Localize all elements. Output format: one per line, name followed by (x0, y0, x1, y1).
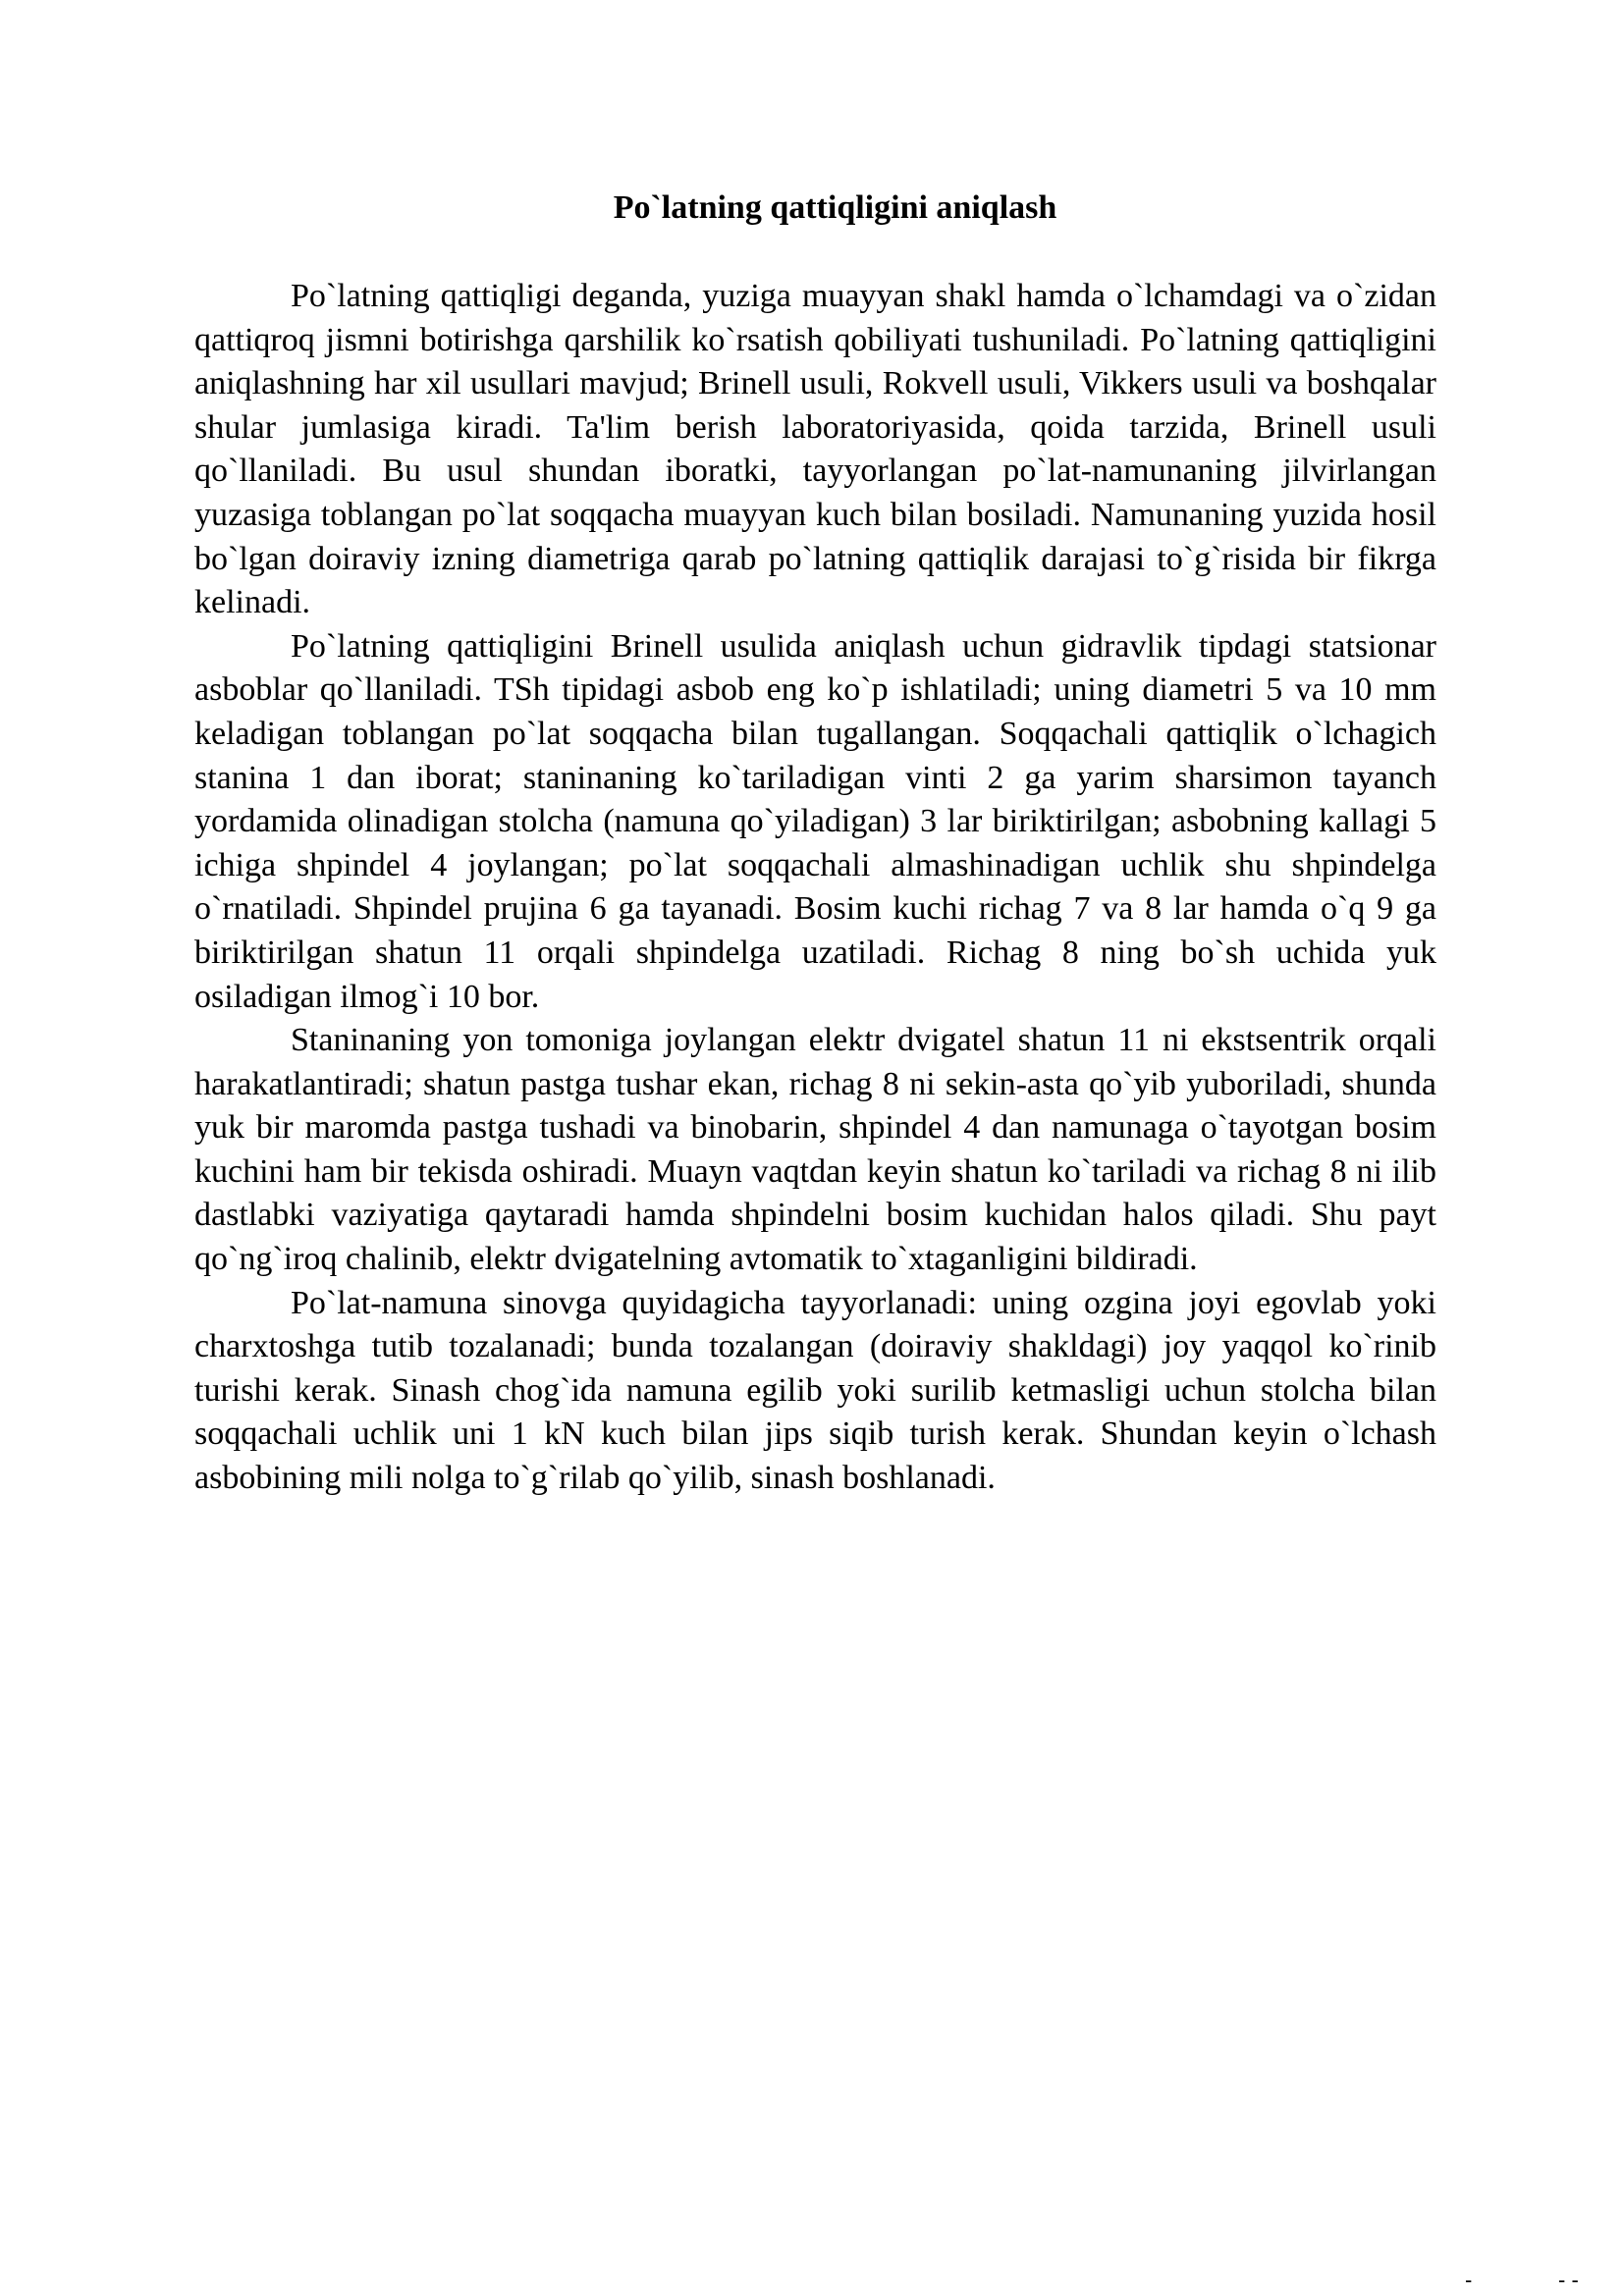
paragraph-2: Po`latning qattiqligini Brinell usulida aniqlash uchun gidravlik tipdagi statsionar asboblar qo`llaniladi. TSh tipidagi asbob eng ko`p ishlatiladi; uning diametri 5 va 10 mm keladigan toblangan po`lat soqqacha bilan tugallangan. Soqqachali qattiqlik o`lchagich stanina 1 dan iborat; staninaning ko`tariladigan vinti 2 ga yarim sharsimon tayanch yordamida olinadigan stolcha (namuna qo`yiladigan) 3 lar biriktirilgan; asbobning kallagi 5 ichiga shpindel 4 joylangan; po`lat soqqachali almashinadigan uchlik shu shpindelga o`rnatiladi. Shpindel prujina 6 ga tayanadi. Bosim kuchi richag 7 va 8 lar hamda o`q 9 ga biriktirilgan shatun 11 orqali shpindelga uzatiladi. Richag 8 ning bo`sh uchida yuk osiladigan ilmog`i 10 bor. (194, 627, 1436, 1015)
paragraph-3: Staninaning yon tomoniga joylangan elektr dvigatel shatun 11 ni ekstsentrik orqali harakatlantiradi; shatun pastga tushar ekan, richag 8 ni sekin-asta qo`yib yuboriladi, shunda yuk bir maromda pastga tushadi va binobarin, shpindel 4 dan namunaga o`tayotgan bosim kuchini ham bir tekisda oshiradi. Muayn vaqtdan keyin shatun ko`tariladi va richag 8 ni ilib dastlabki vaziyatiga qaytaradi hamda shpindelni bosim kuchidan halos qiladi. Shu payt qo`ng`iroq chalinib, elektr dvigatelning avtomatik to`xtaganligini bildiradi. (194, 1022, 1436, 1278)
document-title: Po`latning qattiqligini aniqlash (613, 189, 1057, 226)
paragraph-4: Po`lat-namuna sinovga quyidagicha tayyorlanadi: uning ozgina joyi egovlab yoki charxtoshga tutib tozalanadi; bunda tozalangan (doiraviy shakldagi) joy yaqqol ko`rinib turishi kerak. Sinash chog`ida namuna egilib yoki surilib ketmasligi uchun stolcha bilan soqqachali uchlik uni 1 kN kuch bilan jips siqib turish kerak. Shundan keyin o`lchash asbobining mili nolga to`g`rilab qo`yilib, sinash boshlanadi. (194, 1284, 1436, 1497)
footer-mark-right: - - (1558, 2268, 1579, 2292)
paragraph-1: Po`latning qattiqligi deganda, yuziga muayyan shakl hamda o`lchamdagi va o`zidan qattiqroq jismni botirishga qarshilik ko`rsatish qobiliyati tushuniladi. Po`latning qattiqligini aniqlashning har xil usullari mavjud; Brinell usuli, Rokvell usuli, Vikkers usuli va boshqalar shular jumlasiga kiradi. Ta'lim berish laboratoriyasida, qoida tarzida, Brinell usuli qo`llaniladi. Bu usul shundan iboratki, tayyorlangan po`lat-namunaning jilvirlangan yuzasiga toblangan po`lat soqqacha muayyan kuch bilan bosiladi. Namunaning yuzida hosil bo`lgan doiraviy izning diametriga qarab po`latning qattiqlik darajasi to`g`risida bir fikrga kelinadi. (194, 278, 1436, 621)
document-page (194, 187, 1436, 1501)
footer-mark-left: - (1465, 2268, 1473, 2292)
